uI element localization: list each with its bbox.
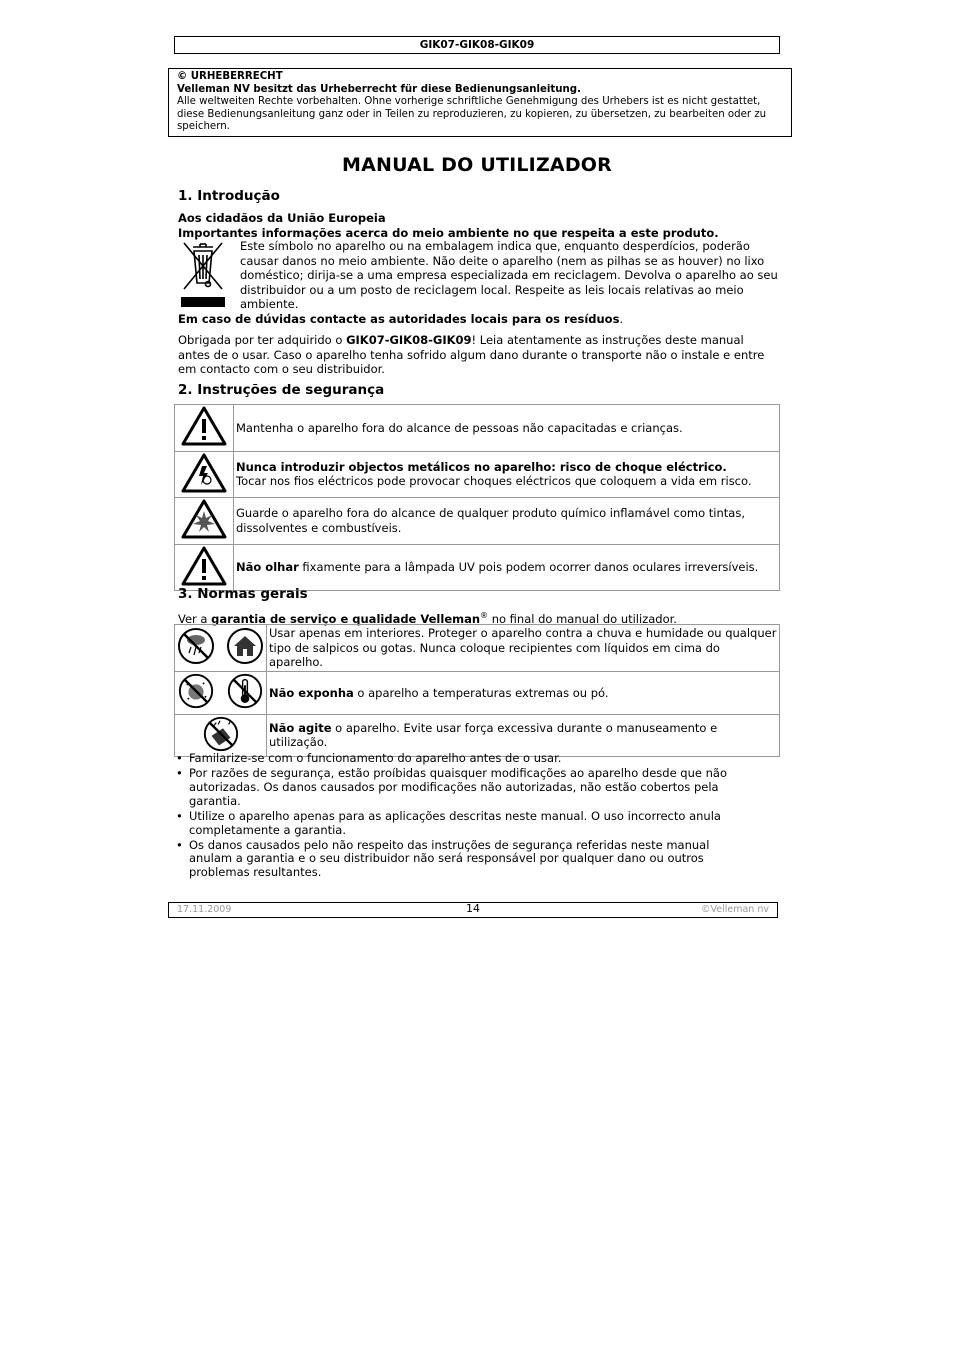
- copyright-body: Alle weltweiten Rechte vorbehalten. Ohne vorherige schriftliche Genehmigung des Urhebers ist es nicht gestattet, diese Bedienungsanleitung ganz oder in Teilen zu reproduzieren, zu kopieren, zu übersetzen, zu bearbeiten oder zu speichern.: [177, 96, 767, 132]
- table-row: Não olhar fixamente para a lâmpada UV pois podem ocorrer danos oculares irreversíveis.: [175, 544, 780, 591]
- model-name: GIK07-GIK08-GIK09: [346, 333, 472, 347]
- waste-authorities-note: Em caso de dúvidas contacte as autoridades locais para os resíduos.: [178, 312, 624, 326]
- no-rain-icon: [176, 626, 216, 666]
- indoor-use-icon: [225, 626, 265, 666]
- list-item: • Familarize-se com o funcionamento do aparelho antes de o usar.: [176, 751, 562, 765]
- environment-info-text: Este símbolo no aparelho ou na embalagem indica que, enquanto desperdícios, poderão causar danos no meio ambiente. Não deite o aparelho (nem as pilhas se as houver) no lixo doméstico; dirija-se a uma empresa especializada em reciclagem. Devolva o aparelho ao seu distribuidor ou a um posto de reciclagem local. Respeite as leis locais relativas ao meio ambiente.: [240, 239, 778, 312]
- page-header: [174, 36, 780, 54]
- table-row: Usar apenas em interiores. Proteger o aparelho contra a chuva e humidade ou qualquer tipo de salpicos ou gotas. Nunca coloque recipientes com líquidos em cima do aparelho.: [175, 625, 780, 672]
- general-rules-table: [174, 624, 780, 757]
- page-footer: [168, 902, 778, 918]
- model-header: GIK07-GIK08-GIK09: [419, 39, 535, 51]
- no-extreme-temperature-icon: [225, 672, 265, 710]
- table-row: Não agite o aparelho. Evite usar força excessiva durante o manuseamento e utilização.: [175, 714, 780, 757]
- no-shaking-icon: [201, 715, 241, 753]
- table-row: Guarde o aparelho fora do alcance de qualquer produto químico inflamável como tintas, dissolventes e combustíveis.: [175, 498, 780, 545]
- safety-table: [174, 404, 780, 591]
- page-number: 14: [466, 902, 480, 915]
- eu-citizens-label: Aos cidadãos da União Europeia: [178, 211, 386, 225]
- warning-triangle-icon: [180, 545, 228, 587]
- warranty-reference: Ver a garantia de serviço e qualidade Velleman® no final do manual do utilizador.: [178, 611, 677, 626]
- explosive-hazard-icon: [180, 498, 228, 540]
- no-dust-icon: [176, 672, 216, 710]
- document-title: MANUAL DO UTILIZADOR: [342, 154, 612, 176]
- list-item: • Utilize o aparelho apenas para as aplicações descritas neste manual. O uso incorrecto anula completamente a garantia.: [176, 808, 721, 837]
- table-row: Mantenha o aparelho fora do alcance de pessoas não capacitadas e crianças.: [175, 405, 780, 452]
- weee-bin-icon: [178, 239, 228, 311]
- general-rules-list: [174, 752, 754, 881]
- table-row: Nunca introduzir objectos metálicos no aparelho: risco de choque eléctrico. Tocar nos fios eléctricos pode provocar choques eléctricos que coloquem a vida em risco.: [175, 451, 780, 498]
- environment-info-heading: Importantes informações acerca do meio ambiente no que respeita a este produto.: [178, 226, 719, 240]
- section-heading-general-rules: 3. Normas gerais: [178, 586, 308, 602]
- warning-triangle-icon: [180, 405, 228, 447]
- section-heading-safety: 2. Instruções de segurança: [178, 382, 385, 398]
- list-item: • Por razões de segurança, estão proíbidas quaisquer modificações ao aparelho desde que não autorizadas. Os danos causados por modificações não autorizadas, não estão cobertos pela garantia.: [176, 766, 727, 808]
- copyright-title: © URHEBERRECHT: [177, 71, 283, 82]
- copyright-owner: Velleman NV besitzt das Urheberrecht für diese Bedienungsanleitung.: [177, 83, 581, 95]
- section-heading-introduction: 1. Introdução: [178, 188, 280, 204]
- thanks-paragraph: Obrigada por ter adquirido o GIK07-GIK08-GIK09! Leia atentamente as instruções deste manual antes de o usar. Caso o aparelho tenha sofrido algum dano durante o transporte não o instale e entre em contacto com o seu distribuidor.: [178, 333, 765, 376]
- footer-date: 17.11.2009: [177, 904, 232, 915]
- table-row: Não exponha o aparelho a temperaturas extremas ou pó.: [175, 672, 780, 715]
- footer-copyright: ©Velleman nv: [701, 904, 769, 915]
- copyright-notice: [168, 68, 792, 137]
- list-item: • Os danos causados pelo não respeito das instruções de segurança referidas neste manual anulam a garantia e o seu distribuidor não será responsável por qualquer dano ou outros problemas resultantes.: [176, 837, 710, 880]
- electric-shock-icon: [180, 452, 228, 494]
